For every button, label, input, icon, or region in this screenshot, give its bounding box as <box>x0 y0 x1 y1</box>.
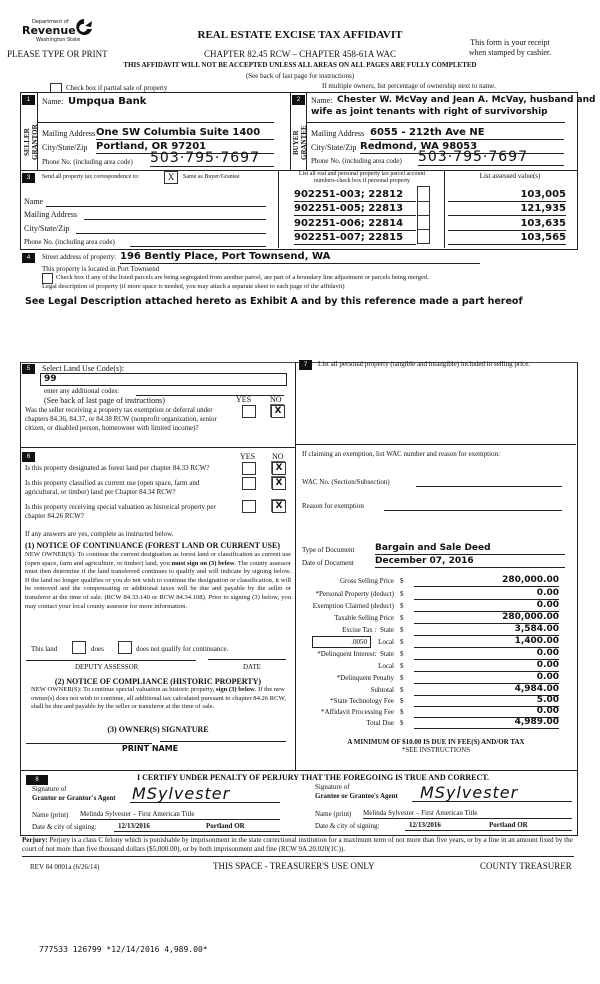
dollar-sign: $ <box>400 662 404 670</box>
dollar-sign: $ <box>400 686 404 694</box>
current-use-question: Is this property classified as current use (open space, farm and agricultural, or timber) land per Chapter 84.34 RCW? <box>25 479 200 496</box>
deputy-assessor-signature[interactable] <box>26 660 196 661</box>
forest-land-yes-checkbox[interactable] <box>242 462 256 475</box>
dollar-sign: $ <box>400 602 404 610</box>
does-label: does <box>91 645 104 653</box>
tax-label-excise-local: Local <box>378 638 394 646</box>
receipt-note-2: when stamped by cashier. <box>468 48 552 57</box>
dollar-sign: $ <box>400 719 404 727</box>
historical-question: Is this property receiving special valuation as historical property per chapter 84.26 RCW? <box>25 503 216 520</box>
tax-value-exemption[interactable]: 0.00 <box>414 600 559 612</box>
reason-field[interactable] <box>384 510 562 511</box>
yes-header-6: YES <box>240 452 256 461</box>
notice2-text: NEW OWNER(S): To continue special valuation as historic property, sign (3) below. If the new owner(s) does not wish to continue, all additional tax calculated pursuant to chapter 84.26 RCW, shall be due and payable by the seller or transferor at the time of sale. <box>31 686 286 711</box>
notice1-text: NEW OWNER(S): To continue the current designation as forest land or classification as current use (open space, farm and agriculture, or timber) land, you must sign on (3) below. The county assessor must then determine if the land transferred continues to qualify and will indicate by signing below. If the land no longer qualifies or you do not wish to continue the designation or classification, it will be removed and the compensating or additional taxes will be due and payable by the seller or transferor at the time of sale. (RCW 84.33.140 or RCW 84.34.108). Prior to signing (3) below, you may contact your local county assessor for more information. <box>25 551 291 610</box>
tax-label-personal-property: *Personal Property (deduct) <box>315 590 394 598</box>
print-name-field[interactable] <box>160 741 286 742</box>
yes-header-5: YES <box>236 395 252 404</box>
seller-mailing-label: Mailing Address <box>42 129 96 138</box>
parcel-number-field[interactable]: 902251-005; 22813 <box>294 203 416 216</box>
correspondence-label: Send all property tax correspondence to: <box>42 174 140 180</box>
additional-codes-label: enter any additional codes: <box>44 387 120 395</box>
dollar-sign: $ <box>400 650 404 658</box>
grantor-name-field[interactable]: Melinda Sylvester – First American Title <box>80 810 280 820</box>
street-label: Street address of property: <box>42 253 117 261</box>
tax-label-tech-fee: *State Technology Fee <box>330 697 394 705</box>
legal-description-field[interactable]: See Legal Description attached hereto as Exhibit A and by this reference made a part hereof <box>25 296 523 307</box>
grantee-date-field[interactable]: 12/13/2016 <box>405 821 489 831</box>
exemption-no-checkbox[interactable]: X <box>271 405 285 418</box>
dollar-sign: $ <box>400 638 404 646</box>
tax-label-processing-fee: *Affidavit Processing Fee <box>321 708 394 716</box>
deputy-assessor-label: DEPUTY ASSESSOR <box>75 663 139 671</box>
same-as-buyer-checkbox[interactable]: X <box>164 171 178 184</box>
tax-value-personal-property[interactable]: 0.00 <box>414 588 559 600</box>
personal-property-checkbox[interactable] <box>417 215 430 230</box>
notice1-title: (1) NOTICE OF CONTINUANCE (FOREST LAND OR CURRENT USE) <box>25 541 280 550</box>
doc-type-field[interactable]: Bargain and Sale Deed <box>375 543 565 555</box>
same-as-buyer-label: Same as Buyer/Grantee <box>183 174 240 180</box>
receipt-note-1: This form is your receipt <box>470 38 550 47</box>
minimum-due-note: A MINIMUM OF $10.00 IS DUE IN FEE(S) AND/OR TAX <box>347 738 525 746</box>
grantee-signature-field[interactable]: MSylvester <box>420 783 519 802</box>
buyer-mailing-label: Mailing Address <box>311 129 365 138</box>
dollar-sign: $ <box>400 708 404 716</box>
owner-signature-label: (3) OWNER(S) SIGNATURE <box>107 725 209 734</box>
does-not-label: does not qualify for continuance. <box>136 645 229 653</box>
form-title: REAL ESTATE EXCISE TAX AFFIDAVIT <box>197 29 403 41</box>
tax-label-taxable: Taxable Selling Price <box>334 614 394 622</box>
doc-type-label: Type of Document <box>302 546 355 554</box>
forest-land-question: Is this property designated as forest land per chapter 84.33 RCW? <box>25 464 210 472</box>
grantor-name-label: Name (print) <box>32 811 69 819</box>
see-back-label: (See back of last page of instructions) <box>44 396 165 405</box>
tax-value-excise-local[interactable]: 1,400.00 <box>414 636 559 648</box>
no-header-5: NO <box>270 395 282 404</box>
form-subtitle: CHAPTER 82.45 RCW – CHAPTER 458-61A WAC <box>204 49 396 59</box>
grantee-city-field[interactable]: Portland OR <box>489 821 572 831</box>
tax-value-excise-state[interactable]: 3,584.00 <box>414 624 559 636</box>
notice2-title: (2) NOTICE OF COMPLIANCE (HISTORIC PROPERTY) <box>54 677 262 686</box>
please-type: PLEASE TYPE OR PRINT <box>7 49 108 59</box>
buyer-name-line-2[interactable]: wife as joint tenants with right of survivorship <box>311 107 548 117</box>
historical-yes-checkbox[interactable] <box>242 500 256 513</box>
deputy-assessor-date[interactable] <box>208 659 286 660</box>
parcel-number-field[interactable]: 902251-007; 22815 <box>294 232 416 245</box>
corr-phone-field[interactable] <box>130 246 266 247</box>
assessed-value-field[interactable]: 103,005 <box>448 189 566 202</box>
personal-property-label: List all personal property (tangible and intangible) included in selling price. <box>318 360 531 368</box>
located-in-text: This property is located in Port Townsend <box>42 265 160 273</box>
corr-name-field[interactable] <box>46 206 266 207</box>
does-qualify-checkbox[interactable] <box>72 641 86 654</box>
corr-mailing-field[interactable] <box>84 219 266 220</box>
tax-label-subtotal: Subtotal <box>370 686 394 694</box>
section-1-badge: 1 <box>22 95 35 105</box>
tax-label-delinquent-interest-state: *Delinquent Interest: State <box>317 650 394 658</box>
parcels-header: List all real and personal property tax parcel account numbers-check box if personal property <box>298 171 426 184</box>
tax-value-delinquent-penalty[interactable]: 0.00 <box>414 672 559 684</box>
grantee-sig-label-2: Grantee or Grantee's Agent <box>315 792 398 800</box>
parcel-number-field[interactable]: 902251-003; 22812 <box>294 189 416 202</box>
section-7-badge: 7 <box>299 360 312 370</box>
personal-property-field[interactable] <box>300 380 570 438</box>
grantor-signature-field[interactable]: MSylvester <box>132 784 231 803</box>
dollar-sign: $ <box>400 697 404 705</box>
section-2-badge: 2 <box>292 95 305 105</box>
dollar-sign: $ <box>400 577 404 585</box>
corr-phone-label: Phone No. (including area code) <box>24 238 115 246</box>
seller-city-field[interactable]: Portland, OR 97201 <box>96 141 274 154</box>
buyer-city-field[interactable]: Redmond, WA 98053 <box>360 141 564 154</box>
grantee-name-label: Name (print) <box>315 810 352 818</box>
assessed-value-field[interactable]: 103,565 <box>448 232 566 245</box>
perjury-notice: Perjury: Perjury is a class C felony which is punishable by imprisonment in the state correctional institution for a maximum term of not more than five years, or by a fine in an amount fixed by the court of not more than five thousand dollars ($5,000.00), or by both imprisonment and fine (RCW 9A.20.020(1C)). <box>22 836 574 857</box>
exemption-claim-label: If claiming an exemption, list WAC number and reason for exemption: <box>302 450 500 458</box>
warning-text: THIS AFFIDAVIT WILL NOT BE ACCEPTED UNLESS ALL AREAS ON ALL PAGES ARE FULLY COMPLETED <box>123 61 477 69</box>
grantee-date-label: Date & city of signing: <box>315 822 380 830</box>
grantor-sig-label-2: Grantor or Grantor's Agent <box>32 794 116 802</box>
seller-name-label: Name: <box>42 97 64 106</box>
tax-value-taxable[interactable]: 280,000.00 <box>414 612 559 624</box>
grantee-name-field[interactable]: Melinda Sylvester – First American Title <box>363 809 572 819</box>
doc-date-field[interactable]: December 07, 2016 <box>375 556 565 568</box>
tax-label-delinquent-interest-local: Local <box>378 662 394 670</box>
seller-mailing-field[interactable]: One SW Columbia Suite 1400 <box>96 127 274 140</box>
tax-value-total[interactable]: 4,989.00 <box>414 717 559 729</box>
dor-logo <box>22 17 102 47</box>
corr-name-label: Name <box>24 197 44 206</box>
tax-label-total: Total Due <box>366 719 394 727</box>
section-8-badge: 8 <box>26 775 48 785</box>
personal-property-checkbox[interactable] <box>417 201 430 216</box>
buyer-city-label: City/State/Zip <box>311 143 357 152</box>
dor-swirl-icon <box>74 17 94 39</box>
assessed-value-field[interactable]: 121,935 <box>448 203 566 216</box>
seller-name-field[interactable]: Umpqua Bank <box>68 96 147 107</box>
assessed-header: List assessed value(s) <box>479 172 541 180</box>
logo-name: Revenue <box>22 24 76 37</box>
this-land-label: This land <box>31 645 58 653</box>
multiple-owners-note: If multiple owners, list percentage of ownership next to name. <box>322 82 496 90</box>
personal-property-checkbox[interactable] <box>417 229 430 244</box>
tax-value-gross[interactable]: 280,000.00 <box>414 575 559 587</box>
dollar-sign: $ <box>400 674 404 682</box>
partial-sale-label: Check box if partial sale of property <box>66 84 168 92</box>
seller-city-label: City/State/Zip <box>42 143 88 152</box>
street-address-field[interactable]: 196 Bently Place, Port Townsend, WA <box>120 251 480 264</box>
current-use-yes-checkbox[interactable] <box>242 477 256 490</box>
seller-phone-label: Phone No. (including area code) <box>42 158 133 166</box>
buyer-phone-label: Phone No. (including area code) <box>311 157 402 165</box>
local-rate-field[interactable]: .0050 <box>312 636 371 648</box>
grantor-city-field[interactable]: Portland OR <box>188 822 280 832</box>
grantor-sig-label-1: Signature of <box>32 785 67 793</box>
county-treasurer-label: COUNTY TREASURER <box>480 861 572 871</box>
tax-value-subtotal[interactable]: 4,984.00 <box>414 684 559 696</box>
tax-label-excise-state: Excise Tax : State <box>342 626 394 634</box>
section-6-badge: 6 <box>22 452 35 462</box>
exemption-yes-checkbox[interactable] <box>242 405 256 418</box>
see-instructions-note: *SEE INSTRUCTIONS <box>401 746 471 754</box>
tax-label-gross: Gross Selling Price <box>339 577 394 585</box>
treasurer-use-label: THIS SPACE - TREASURER'S USE ONLY <box>213 861 375 871</box>
reason-label: Reason for exemption <box>302 502 364 510</box>
grantee-sig-label-1: Signature of <box>315 783 350 791</box>
segregation-label: Check box if any of the listed parcels are being segregated from another parcel, are part of a boundary line adjustment or parcels being merged. <box>56 274 429 281</box>
logo-state: Washington State <box>36 37 81 43</box>
dollar-sign: $ <box>400 614 404 622</box>
section-5-badge: 5 <box>22 364 35 374</box>
section-3-badge: 3 <box>22 173 35 183</box>
buyer-side-label: BUYER GRANTEE <box>292 125 308 160</box>
corr-city-label: City/State/Zip <box>24 224 70 233</box>
tax-value-processing-fee[interactable]: 0.00 <box>414 706 559 718</box>
wac-label: WAC No. (Section/Subsection) <box>302 478 390 486</box>
buyer-name-label: Name: <box>311 96 333 105</box>
doc-date-label: Date of Document <box>302 559 354 567</box>
land-use-label: Select Land Use Code(s): <box>42 364 124 373</box>
certification-title: I CERTIFY UNDER PENALTY OF PERJURY THAT THE FOREGOING IS TRUE AND CORRECT. <box>137 773 490 782</box>
cashier-stamp: 777533 126799 *12/14/2016 4,989.00* <box>39 945 208 954</box>
dollar-sign: $ <box>400 590 404 598</box>
tax-label-delinquent-penalty: *Delinquent Penalty <box>336 674 394 682</box>
tax-value-delinquent-interest-state[interactable]: 0.00 <box>414 648 559 660</box>
no-header-6: NO <box>272 452 284 461</box>
rev-number: REV 84 0001a (6/26/14) <box>30 863 100 871</box>
corr-mailing-label: Mailing Address <box>24 210 78 219</box>
land-use-code-field[interactable]: 99 <box>40 373 287 386</box>
logo-dept: Department of <box>32 19 69 25</box>
buyer-mailing-field[interactable]: 6055 - 212th Ave NE <box>370 127 564 140</box>
instructions-note: (See back of last page for instructions) <box>245 72 355 80</box>
forest-land-no-checkbox[interactable]: X <box>272 462 286 475</box>
tax-value-tech-fee[interactable]: 5.00 <box>414 695 559 707</box>
assessed-value-field[interactable]: 103,635 <box>448 218 566 231</box>
tax-label-exemption: Exemption Claimed (deduct) <box>312 602 394 610</box>
corr-city-field[interactable] <box>76 233 266 234</box>
personal-property-checkbox[interactable] <box>417 186 430 202</box>
buyer-name-line-1[interactable]: Chester W. McVay and Jean A. McVay, husband and <box>337 95 596 105</box>
seller-phone-field[interactable]: 503·795·7697 <box>150 151 274 167</box>
grantor-date-label: Date & city of signing: <box>32 823 97 831</box>
grantor-date-field[interactable]: 12/13/2016 <box>114 822 188 832</box>
buyer-phone-field[interactable]: 503·795·7697 <box>418 150 564 166</box>
wac-field[interactable] <box>416 486 562 487</box>
date-label: DATE <box>243 663 261 671</box>
print-name-label: PRINT NAME <box>121 744 179 753</box>
legal-description-label: Legal description of property (if more space is needed, you may attach a separate sheet to each page of the affidavit) <box>42 283 345 290</box>
section-4-badge: 4 <box>22 253 35 263</box>
seller-side-label: SELLER GRANTOR <box>23 124 39 161</box>
tax-value-delinquent-interest-local[interactable]: 0.00 <box>414 660 559 672</box>
does-not-qualify-checkbox[interactable] <box>118 641 132 654</box>
current-use-no-checkbox[interactable]: X <box>272 477 286 490</box>
if-yes-note: If any answers are yes, complete as instructed below. <box>25 530 174 538</box>
historical-no-checkbox[interactable]: X <box>272 500 286 513</box>
exemption-question: Was the seller receiving a property tax exemption or deferral under chapters 84.36, 84.37, or 84.38 RCW (nonprofit organization, senior citizen, or disabled person, homeowner with limited income)? <box>25 406 217 432</box>
parcel-number-field[interactable]: 902251-006; 22814 <box>294 218 416 231</box>
dollar-sign: $ <box>400 626 404 634</box>
